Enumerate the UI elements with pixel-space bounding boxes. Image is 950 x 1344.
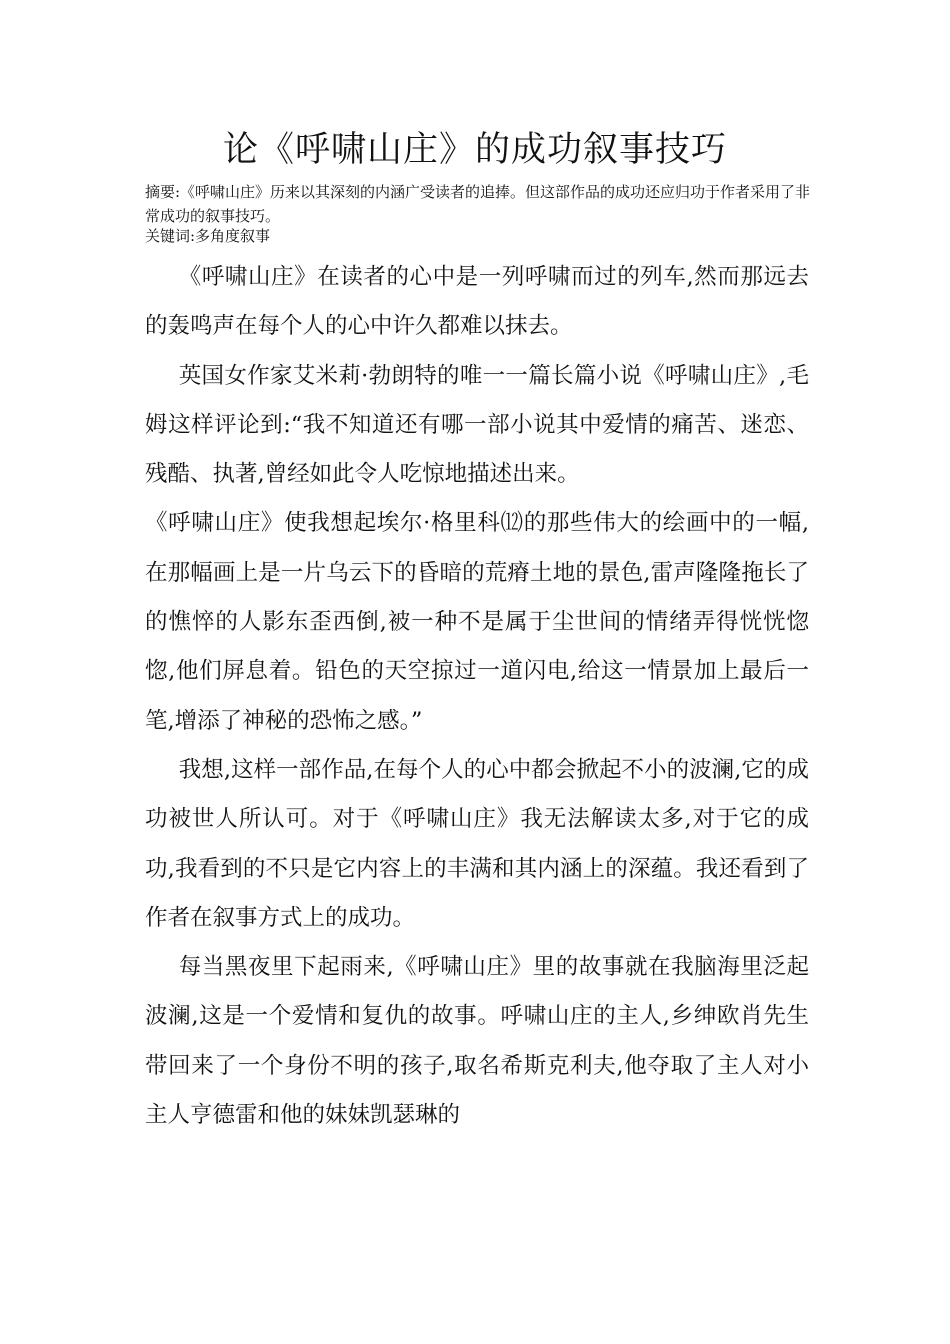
- abstract-text: 摘要:《呼啸山庄》历来以其深刻的内涵广受读者的追捧。但这部作品的成功还应归功于作者采用了非常成功的叙事技巧。: [145, 183, 811, 225]
- paragraph-5: 每当黑夜里下起雨来,《呼啸山庄》里的故事就在我脑海里泛起波澜,这是一个爱情和复仇的故事。呼啸山庄的主人,乡绅欧肖先生带回来了一个身份不明的孩子,取名希斯克利夫,他夺取了主人对小主人亨德雷和他的妹妹凯瑟琳的: [145, 954, 809, 1129]
- paragraph-3: 《呼啸山庄》使我想起埃尔·格里科⑿的那些伟大的绘画中的一幅,在那幅画上是一片乌云下的昏暗的荒瘠土地的景色,雷声隆隆拖长了的憔悴的人影东歪西倒,被一种不是属于尘世间的情绪弄得恍恍惚惚,他们屏息着。铅色的天空掠过一道闪电,给这一情景加上最后一笔,增添了神秘的恐怖之感。”: [145, 510, 809, 734]
- keywords-text: 关键词:多角度叙事: [145, 227, 271, 245]
- paragraph-4: 我想,这样一部作品,在每个人的心中都会掀起不小的波澜,它的成功被世人所认可。对于《呼啸山庄》我无法解读太多,对于它的成功,我看到的不只是它内容上的丰满和其内涵上的深蕴。我还看到了作者在叙事方式上的成功。: [145, 756, 809, 931]
- body-text: [145, 253, 809, 1140]
- paragraph-2: 英国女作家艾米莉·勃朗特的唯一一篇长篇小说《呼啸山庄》,毛姆这样评论到:“我不知道还有哪一部小说其中爱情的痛苦、迷恋、残酷、执著,曾经如此令人吃惊地描述出来。: [145, 362, 809, 488]
- document-title: 论《呼啸山庄》的成功叙事技巧: [222, 130, 727, 170]
- paragraph-1: 《呼啸山庄》在读者的心中是一列呼啸而过的列车,然而那远去的轰鸣声在每个人的心中许久都难以抹去。: [145, 264, 809, 340]
